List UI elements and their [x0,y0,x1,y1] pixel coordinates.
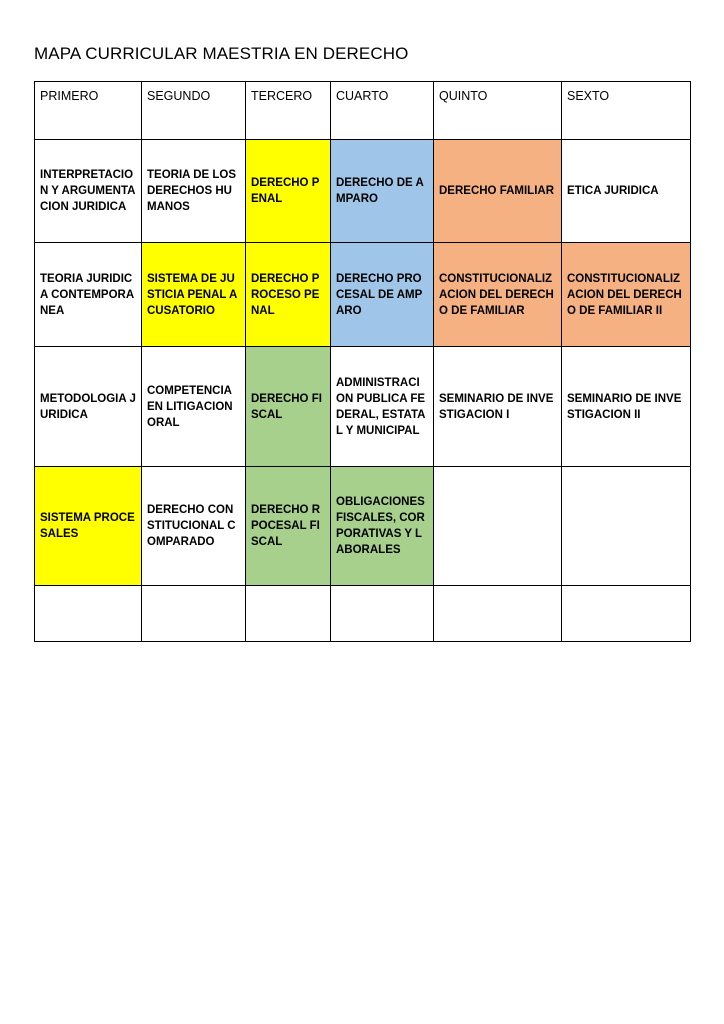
course-cell: DERECHO PROCESO PENAL [246,243,331,347]
semester-header-primero: PRIMERO [35,82,142,140]
course-cell: DERECHO RPOCESAL FISCAL [246,467,331,586]
course-cell [434,467,562,586]
semester-header-cuarto: CUARTO [331,82,434,140]
course-cell: ETICA JURIDICA [562,140,691,243]
course-cell: COMPETENCIA EN LITIGACION ORAL [142,347,246,467]
page-title: MAPA CURRICULAR MAESTRIA EN DERECHO [34,44,409,63]
course-cell: SISTEMA DE JUSTICIA PENAL ACUSATORIO [142,243,246,347]
course-row-3 [35,347,691,467]
semester-header-row [35,82,691,140]
course-cell: DERECHO FAMILIAR [434,140,562,243]
semester-header-quinto: QUINTO [434,82,562,140]
semester-header-segundo: SEGUNDO [142,82,246,140]
semester-header-tercero: TERCERO [246,82,331,140]
course-row-2 [35,243,691,347]
course-cell: METODOLOGIA JURIDICA [35,347,142,467]
course-cell: OBLIGACIONES FISCALES, CORPORATIVAS Y LABORALES [331,467,434,586]
course-cell: SISTEMA PROCESALES [35,467,142,586]
semester-header-sexto: SEXTO [562,82,691,140]
course-cell [35,586,142,642]
course-cell [434,586,562,642]
course-cell: SEMINARIO DE INVESTIGACION I [434,347,562,467]
course-cell: TEORIA DE LOS DERECHOS HUMANOS [142,140,246,243]
curriculum-table [34,81,691,642]
course-row-5 [35,586,691,642]
course-cell [246,586,331,642]
course-cell: DERECHO FISCAL [246,347,331,467]
course-cell: SEMINARIO DE INVESTIGACION II [562,347,691,467]
course-cell: TEORIA JURIDICA CONTEMPORANEA [35,243,142,347]
course-cell [142,586,246,642]
course-cell [562,467,691,586]
course-cell: ADMINISTRACION PUBLICA FEDERAL, ESTATAL Y MUNICIPAL [331,347,434,467]
course-cell [331,586,434,642]
course-row-1 [35,140,691,243]
course-cell: INTERPRETACION Y ARGUMENTACION JURIDICA [35,140,142,243]
course-cell: DERECHO CONSTITUCIONAL COMPARADO [142,467,246,586]
course-cell: DERECHO PROCESAL DE AMPARO [331,243,434,347]
course-cell: CONSTITUCIONALIZACION DEL DERECHO DE FAMILIAR [434,243,562,347]
course-row-4 [35,467,691,586]
course-cell: DERECHO PENAL [246,140,331,243]
course-cell: CONSTITUCIONALIZACION DEL DERECHO DE FAMILIAR II [562,243,691,347]
course-cell: DERECHO DE AMPARO [331,140,434,243]
course-cell [562,586,691,642]
